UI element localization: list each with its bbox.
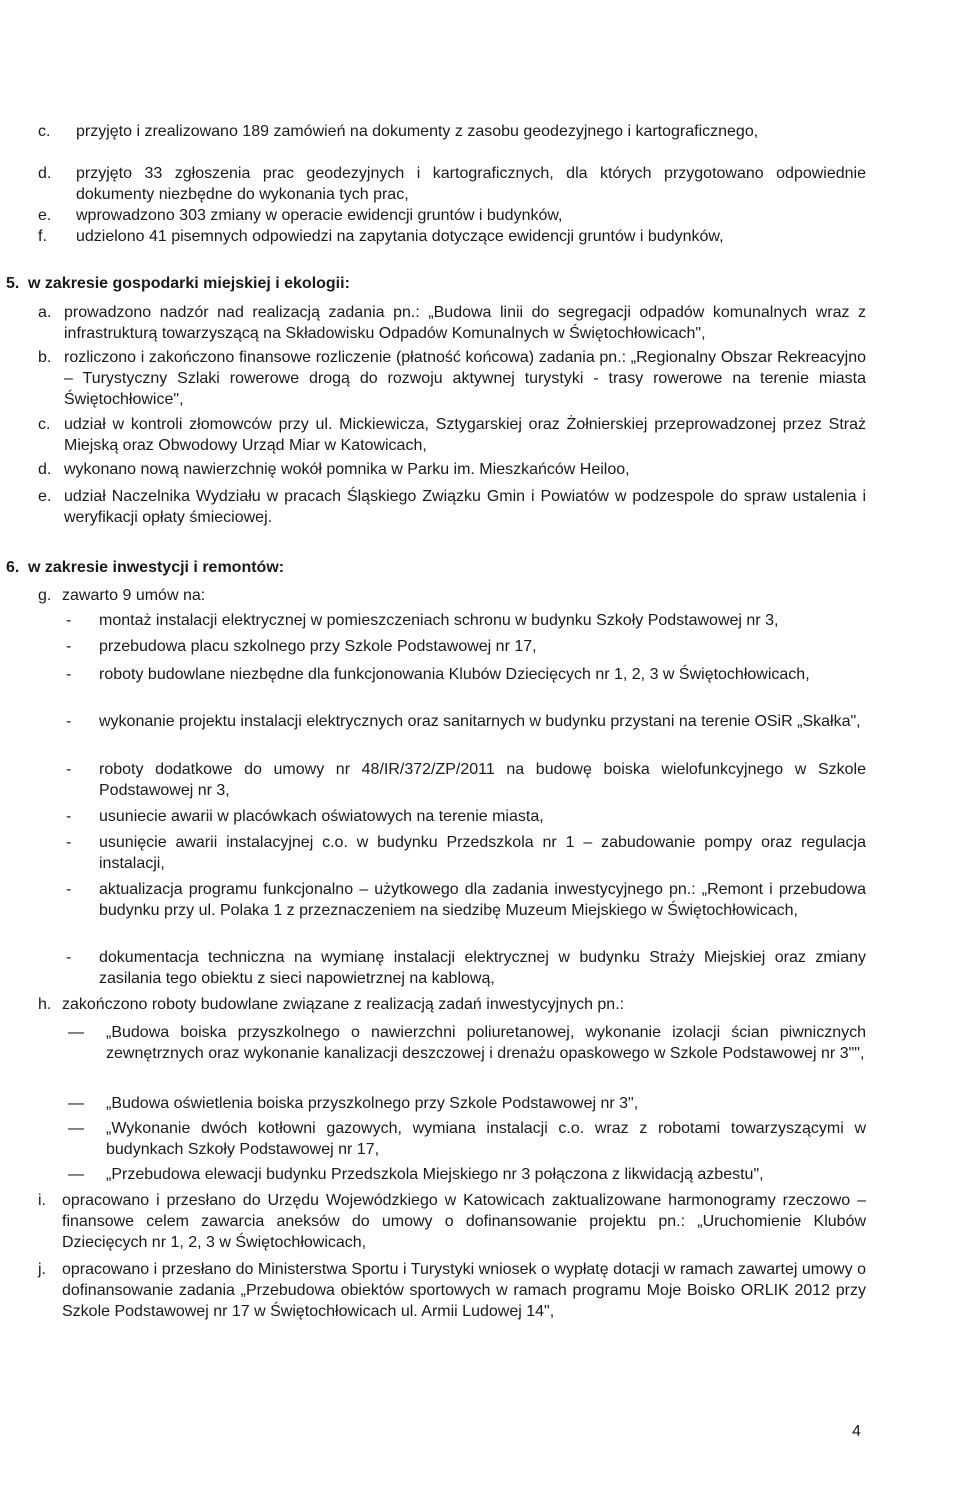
sub-list-item: [66, 759, 866, 801]
dash-marker: -: [66, 834, 72, 851]
sub-list-item-text: „Wykonanie dwóch kotłowni gazowych, wymiana instalacji c.o. wraz z robotami towarzyszącymi w budynkach Szkoły Podstawowej nr 17,: [106, 1120, 866, 1158]
list-item-d: [38, 459, 866, 480]
sub-list-item-text: aktualizacja programu funkcjonalno – użytkowego dla zadania inwestycyjnego pn.: „Remont i przebudowa budynku przy ul. Polaka 1 z przeznaczeniem na siedzibę Muzeum Miejskiego w Świętochłowicach,: [99, 881, 866, 919]
list-marker: c.: [38, 416, 51, 433]
sub-list-item: [66, 664, 866, 685]
list-item-j: [38, 1259, 866, 1322]
section-heading-5: [6, 273, 350, 294]
sub-list-item-text: dokumentacja techniczna na wymianę instalacji elektrycznej w budynku Straży Miejskiej oraz zmiany zasilania tego obiektu z sieci napowietrznej na kablową,: [99, 949, 866, 987]
dash-marker: -: [66, 881, 72, 898]
list-item-text: prowadzono nadzór nad realizacją zadania pn.: „Budowa linii do segregacji odpadów komunalnych wraz z infrastrukturą towarzyszącą na Składowisku Odpadów Komunalnych w Świętochłowicach",: [64, 304, 866, 342]
sub-list-item-text: wykonanie projektu instalacji elektrycznych oraz sanitarnych w budynku przystani na terenie OSiR „Skałka",: [99, 713, 861, 730]
section-title: w zakresie gospodarki miejskiej i ekologii:: [28, 275, 350, 292]
sub-list-item: [66, 947, 866, 989]
sub-list-item-text: „Budowa oświetlenia boiska przyszkolnego przy Szkole Podstawowej nr 3",: [106, 1095, 639, 1112]
list-marker: a.: [38, 304, 52, 321]
sub-list-item: [66, 711, 866, 732]
sub-list-item-text: przebudowa placu szkolnego przy Szkole Podstawowej nr 17,: [99, 638, 537, 655]
list-item-h: [38, 994, 866, 1015]
list-marker: d.: [38, 165, 52, 182]
list-item-a: [38, 302, 866, 344]
section-number: 5.: [6, 275, 20, 292]
dash-marker: -: [66, 666, 72, 683]
section-title: w zakresie inwestycji i remontów:: [28, 559, 285, 576]
list-item-text: przyjęto i zrealizowano 189 zamówień na dokumenty z zasobu geodezyjnego i kartograficznego,: [76, 123, 759, 140]
list-item-f: [38, 226, 866, 247]
section-number: 6.: [6, 559, 20, 576]
list-item-b: [38, 347, 866, 410]
dash-marker: —: [68, 1120, 84, 1137]
sub-list-item: [68, 1118, 866, 1160]
list-item-text: udział w kontroli złomowców przy ul. Mickiewicza, Sztygarskiej oraz Żołnierskiej przeprowadzonej przez Straż Miejską oraz Obwodowy Urząd Miar w Katowicach,: [64, 416, 866, 454]
dash-marker: -: [66, 808, 72, 825]
page-number: 4: [852, 1423, 861, 1440]
list-marker: c.: [38, 123, 51, 140]
sub-list-item: [68, 1093, 866, 1114]
list-item-d: [38, 163, 866, 205]
list-marker: h.: [38, 996, 52, 1013]
list-item-text: wprowadzono 303 zmiany w operacie ewidencji gruntów i budynków,: [76, 207, 563, 224]
list-item-text: udzielono 41 pisemnych odpowiedzi na zapytania dotyczące ewidencji gruntów i budynków,: [76, 228, 724, 245]
list-item-text: udział Naczelnika Wydziału w pracach Śląskiego Związku Gmin i Powiatów w podzespole do spraw ustalenia i weryfikacji opłaty śmieciowej.: [64, 488, 866, 526]
sub-list-item-text: usunięcie awarii instalacyjnej c.o. w budynku Przedszkola nr 1 – zabudowanie pompy oraz regulacja instalacji,: [99, 834, 866, 872]
dash-marker: -: [66, 638, 72, 655]
sub-list-item: [66, 610, 866, 631]
dash-marker: —: [68, 1095, 84, 1112]
list-marker: d.: [38, 461, 52, 478]
list-item-text: przyjęto 33 zgłoszenia prac geodezyjnych i kartograficznych, dla których przygotowano odpowiednie dokumenty niezbędne do wykonania tych prac,: [76, 165, 866, 203]
sub-list-item-text: roboty budowlane niezbędne dla funkcjonowania Klubów Dziecięcych nr 1, 2, 3 w Świętochłowicach,: [99, 666, 810, 683]
dash-marker: -: [66, 612, 72, 629]
dash-marker: -: [66, 713, 72, 730]
list-item-text: opracowano i przesłano do Ministerstwa Sportu i Turystyki wniosek o wypłatę dotacji w ramach zawartej umowy o dofinansowanie zadania „Przebudowa obiektów sportowych w ramach programu Moje Boisko ORLIK 2012 przy Szkole Podstawowej nr 17 w Świętochłowicach ul. Armii Ludowej 14",: [62, 1261, 866, 1320]
list-marker: e.: [38, 488, 52, 505]
dash-marker: —: [68, 1166, 84, 1183]
sub-list-item-text: montaż instalacji elektrycznej w pomieszczeniach schronu w budynku Szkoły Podstawowej nr 3,: [99, 612, 779, 629]
list-item-c: [38, 121, 866, 142]
sub-list-item: [68, 1164, 866, 1185]
sub-list-item: [66, 832, 866, 874]
list-marker: j.: [38, 1261, 46, 1278]
list-marker: f.: [38, 228, 47, 245]
list-item-text: wykonano nową nawierzchnię wokół pomnika w Parku im. Mieszkańców Heiloo,: [64, 461, 630, 478]
sub-list-item-text: roboty dodatkowe do umowy nr 48/IR/372/ZP/2011 na budowę boiska wielofunkcyjnego w Szkole Podstawowej nr 3,: [99, 761, 866, 799]
sub-list-item: [66, 879, 866, 921]
section-heading-6: [6, 557, 284, 578]
sub-list-item-text: „Budowa boiska przyszkolnego o nawierzchni poliuretanowej, wykonanie izolacji ścian piwnicznych zewnętrznych oraz wykonanie kanalizacji deszczowej i drenażu opaskowego w Szkole Podstawowej nr 3"",: [106, 1024, 866, 1062]
list-marker: e.: [38, 207, 52, 224]
list-marker: b.: [38, 349, 52, 366]
sub-list-item: [66, 636, 866, 657]
list-item-text: opracowano i przesłano do Urzędu Wojewódzkiego w Katowicach zaktualizowane harmonogramy rzeczowo – finansowe celem zawarcia aneksów do umowy o dofinansowanie projektu pn.: „Uruchomienie Klubów Dziecięcych nr 1, 2, 3 w Świętochłowicach,: [62, 1192, 866, 1251]
sub-list-item: [66, 806, 866, 827]
sub-list-item: [68, 1022, 866, 1064]
dash-marker: —: [68, 1024, 84, 1041]
list-item-e: [38, 486, 866, 528]
dash-marker: -: [66, 949, 72, 966]
list-item-c: [38, 414, 866, 456]
list-marker: i.: [38, 1192, 46, 1209]
list-item-e: [38, 205, 866, 226]
sub-list-item-text: usuniecie awarii w placówkach oświatowych na terenie miasta,: [99, 808, 544, 825]
sub-list-item-text: „Przebudowa elewacji budynku Przedszkola Miejskiego nr 3 połączona z likwidacją azbestu",: [106, 1166, 764, 1183]
list-item-text: zawarto 9 umów na:: [62, 587, 206, 604]
list-item-text: rozliczono i zakończono finansowe rozliczenie (płatność końcowa) zadania pn.: „Regionalny Obszar Rekreacyjno – Turystyczny Szlaki rowerowe drogą do rozwoju aktywnej turystyki - trasy rowerowe na terenie miasta Świętochłowice",: [64, 349, 866, 408]
list-item-i: [38, 1190, 866, 1253]
list-marker: g.: [38, 587, 52, 604]
list-item-g: [38, 585, 866, 606]
list-item-text: zakończono roboty budowlane związane z realizacją zadań inwestycyjnych pn.:: [62, 996, 625, 1013]
dash-marker: -: [66, 761, 72, 778]
